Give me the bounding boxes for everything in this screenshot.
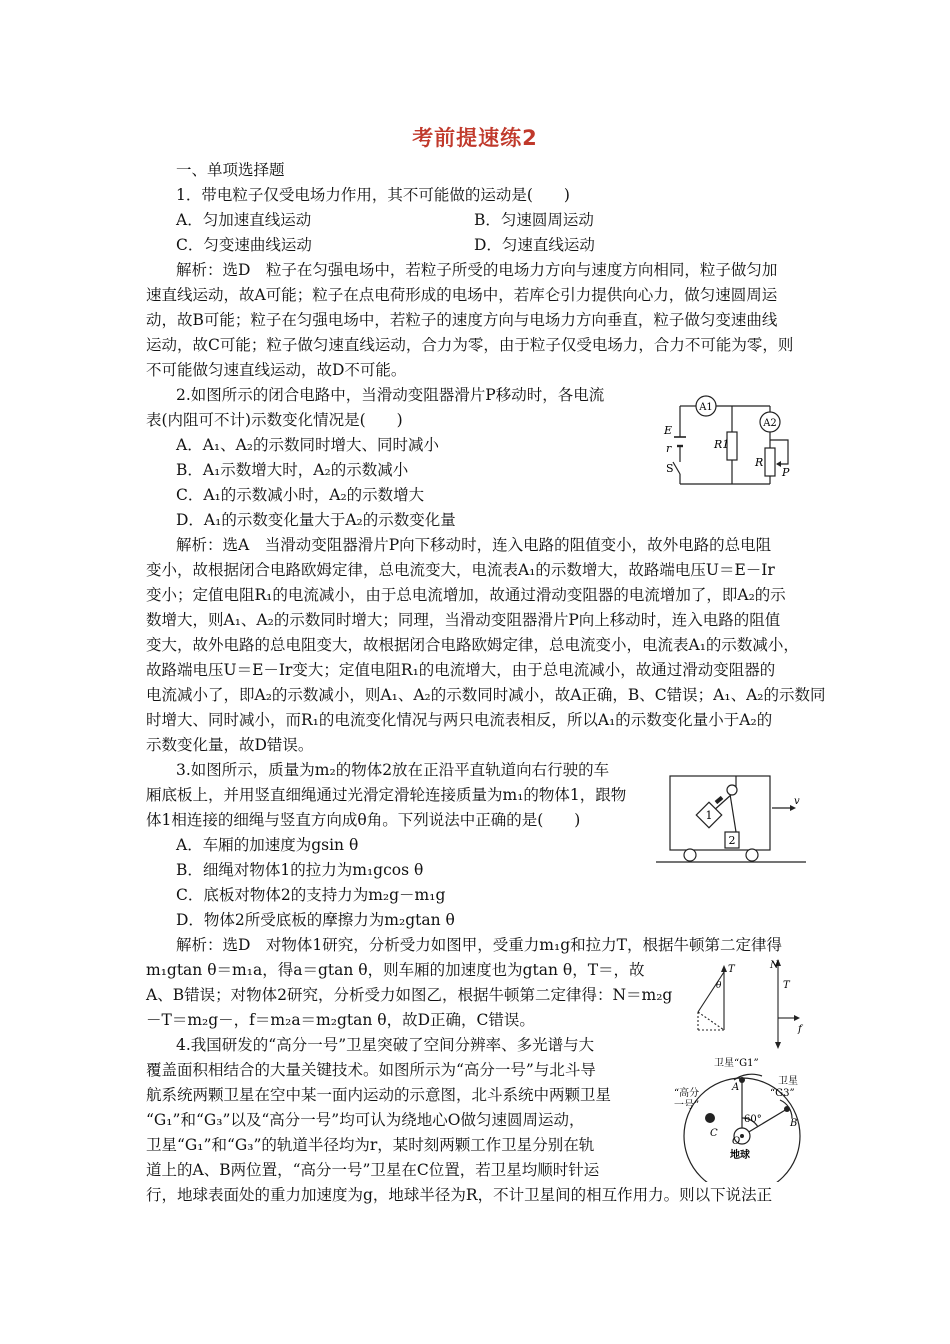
label-s: S <box>666 462 674 475</box>
q4-stem: “G₁”和“G₃”以及“高分一号”均可认为绕地心O做匀速圆周运动， <box>146 1111 585 1129</box>
satellite-label: 卫星 <box>778 1076 798 1087</box>
q1-analysis-line: 运动，故C可能；粒子做匀速直线运动，合力为零，由于粒子仅受电场力，合力不可能为零，则 <box>146 336 794 354</box>
label-rheostat: R <box>755 456 764 469</box>
box-2-label: 2 <box>728 834 736 847</box>
label-e: E <box>664 424 673 437</box>
g3-label: “G3” <box>770 1088 795 1099</box>
q4-stem: 覆盖面积相结合的大量关键技术。如图所示为“高分一号”与北斗导 <box>146 1061 596 1079</box>
q4-stem: 航系统两颗卫星在空中某一面内运动的示意图，北斗系统中两颗卫星 <box>146 1086 612 1104</box>
q2-option-b: B．A₁示数增大时，A₂的示数减小 <box>176 461 409 479</box>
svg-text:A2: A2 <box>763 418 777 429</box>
q2-option-d: D．A₁的示数变化量大于A₂的示数变化量 <box>176 511 456 529</box>
g1-label: 卫星“G1” <box>714 1058 759 1069</box>
theta-label: θ <box>716 981 722 991</box>
circuit-diagram <box>660 392 810 490</box>
q3-stem: 厢底板上，并用竖直细绳通过光滑定滑轮连接质量为m₁的物体1，跟物 <box>146 786 627 804</box>
q3-analysis-line: m₁gtan θ＝m₁a，得a＝gtan θ，则车厢的加速度也为gtan θ，T＝，故 <box>146 961 645 979</box>
tension-label: T <box>728 964 735 975</box>
q2-analysis-line: 故路端电压U＝E－Ir变大；定值电阻R₁的电流增大，由于总电流减小，故通过滑动变阻器的 <box>146 661 776 679</box>
ammeter-a1 <box>696 396 716 416</box>
svg-text:A1: A1 <box>699 402 713 413</box>
q3-option-b: B．细绳对物体1的拉力为m₁gcos θ <box>176 861 424 879</box>
carriage-diagram <box>656 770 810 870</box>
gaofen-label-1: “高分 <box>674 1088 700 1099</box>
point-b-label: B <box>790 1118 798 1129</box>
q2-analysis-line: 变大，故外电路的总电阻变大，故根据闭合电路欧姆定律，总电流变小，电流表A₁的示数减小， <box>146 636 799 654</box>
label-r: r <box>666 442 672 455</box>
velocity-label: v <box>794 796 800 807</box>
q1-option-b: B．匀速圆周运动 <box>474 211 594 229</box>
page-title: 考前提速练2 <box>412 126 538 150</box>
q1-analysis-line: 动，故B可能；粒子在匀强电场中，若粒子的速度方向与电场力方向垂直，粒子做匀变速曲线 <box>146 311 778 329</box>
q3-option-d: D．物体2所受底板的摩擦力为m₂gtan θ <box>176 911 455 929</box>
point-a-label: A <box>732 1082 740 1093</box>
q2-analysis-line: 变小；定值电阻R₁的电流减小，由于总电流增加，故通过滑动变阻器的电流增加了，即A₂的示 <box>146 586 786 604</box>
box-1-label: 1 <box>705 809 713 822</box>
ammeter-a2 <box>760 412 780 432</box>
force-diagrams <box>690 958 810 1050</box>
angle-label: 60° <box>744 1114 762 1125</box>
q2-stem: 表(内阻可不计)示数变化情况是( ) <box>146 411 403 429</box>
q3-stem: 体1相连接的细绳与竖直方向成θ角。下列说法中正确的是( ) <box>146 811 581 829</box>
q1-analysis-line: 速直线运动，故A可能；粒子在点电荷形成的电场中，若库仑引力提供向心力，做匀速圆周运 <box>146 286 778 304</box>
q3-stem: 3.如图所示，质量为m₂的物体2放在正沿平直轨道向右行驶的车 <box>176 761 610 779</box>
section-heading: 一、单项选择题 <box>176 161 285 179</box>
label-p: P <box>782 466 790 479</box>
point-o-label: O <box>732 1136 741 1147</box>
q2-option-a: A．A₁、A₂的示数同时增大、同时减小 <box>176 436 440 454</box>
label-r1: R1 <box>714 438 730 451</box>
q1-analysis-line: 解析：选D 粒子在匀强电场中，若粒子所受的电场力方向与速度方向相同，粒子做匀加 <box>176 261 778 279</box>
q1-option-d: D．匀速直线运动 <box>474 236 595 254</box>
q3-analysis-line: 解析：选D 对物体1研究，分析受力如图甲，受重力m₁g和拉力T，根据牛顿第二定律得 <box>176 936 782 954</box>
q2-analysis-line: 解析：选A 当滑动变阻器滑片P向下移动时，连入电路的阻值变小，故外电路的总电阻 <box>176 536 772 554</box>
q4-stem: 行，地球表面处的重力加速度为g，地球半径为R，不计卫星间的相互作用力。则以下说法正 <box>146 1186 773 1204</box>
q2-stem: 2.如图所示的闭合电路中，当滑动变阻器滑片P移动时，各电流 <box>176 386 605 404</box>
q2-analysis-line: 示数变化量，故D错误。 <box>146 736 314 754</box>
q3-option-c: C．底板对物体2的支持力为m₂g－m₁g <box>176 886 446 904</box>
q2-analysis-line: 数增大，则A₁、A₂的示数同时增大；同理，当滑动变阻器滑片P向上移动时，连入电路的阻值 <box>146 611 781 629</box>
satellite-orbit-diagram <box>670 1044 820 1182</box>
tension-label-2: T <box>783 980 790 991</box>
q1-analysis-line: 不可能做匀速直线运动，故D不可能。 <box>146 361 407 379</box>
q2-analysis-line: 变小，故根据闭合电路欧姆定律，总电流变大，电流表A₁的示数增大，故路端电压U＝E－Ir <box>146 561 775 579</box>
q4-stem: 道上的A、B两位置，“高分一号”卫星在C位置，若卫星均顺时针运 <box>146 1161 600 1179</box>
normal-force-label: N <box>770 960 779 971</box>
q3-analysis-line: －T＝m₂g－，f＝m₂a＝m₂gtan θ，故D正确，C错误。 <box>146 1011 535 1029</box>
q2-analysis-line: 电流减小了，即A₂的示数减小，则A₁、A₂的示数同时减小，故A正确，B、C错误；A₁、A₂的示数同 <box>146 686 826 704</box>
friction-label: f <box>798 1024 802 1035</box>
q1-stem: 1．带电粒子仅受电场力作用，其不可能做的运动是( ) <box>176 186 570 204</box>
q1-option-c: C．匀变速曲线运动 <box>176 236 312 254</box>
q1-option-a: A．匀加速直线运动 <box>176 211 312 229</box>
q3-analysis-line: A、B错误；对物体2研究，分析受力如图乙，根据牛顿第二定律得：N＝m₂g <box>146 986 673 1004</box>
q4-stem: 卫星“G₁”和“G₃”的轨道半径均为r，某时刻两颗工作卫星分别在轨 <box>146 1136 595 1154</box>
gaofen-label-2: 一号” <box>674 1100 700 1111</box>
q2-analysis-line: 时增大、同时减小，而R₁的电流变化情况与两只电流表相反，所以A₁的示数变化量小于A₂的 <box>146 711 773 729</box>
earth-label: 地球 <box>730 1150 750 1161</box>
q4-stem: 4.我国研发的“高分一号”卫星突破了空间分辨率、多光谱与大 <box>176 1036 595 1054</box>
point-c-label: C <box>710 1128 718 1139</box>
q3-option-a: A．车厢的加速度为gsin θ <box>176 836 359 854</box>
q2-option-c: C．A₁的示数减小时，A₂的示数增大 <box>176 486 425 504</box>
